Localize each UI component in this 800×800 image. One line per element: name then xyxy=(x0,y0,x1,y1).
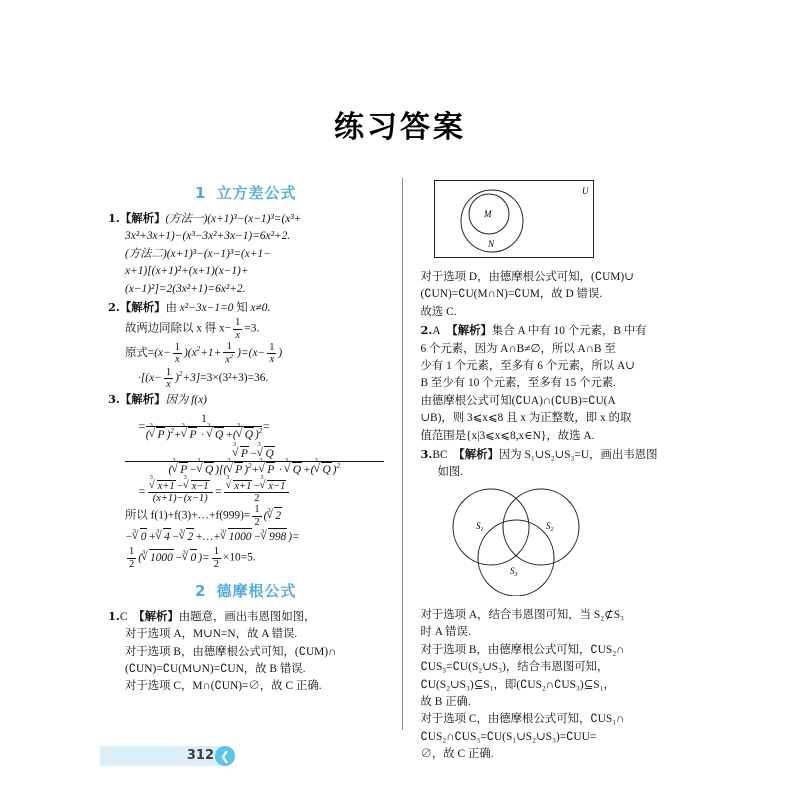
q3-final-text: ×10=5. xyxy=(222,551,256,564)
analysis-tag: 【解析】 xyxy=(119,394,166,407)
section-heading-1 xyxy=(108,182,384,203)
section-heading-2 xyxy=(108,580,384,601)
item-index: 3. xyxy=(420,447,433,462)
analysis-tag: 【解析】 xyxy=(119,302,166,315)
s2q3-line7: ∁U(S₂∪S₃)⊆S₁，即(∁US₂∩∁US₃)⊆S₁， xyxy=(420,678,615,691)
column-divider xyxy=(402,178,403,730)
answer-item-2-2 xyxy=(420,322,696,445)
s2q2-line3: 少有 1 个元素，至多有 6 个元素，所以 A∪ xyxy=(420,360,635,373)
q2-line3 xyxy=(108,341,384,366)
big-fraction-3: √ 3 x+1 − √ 3 x−1 (x+1)−(x−1) xyxy=(148,480,213,505)
s2q1-line3: 对于选项 B，由德摩根公式可知，(∁UM)∩ xyxy=(125,645,337,658)
q2-line2 xyxy=(108,317,384,341)
venn3-label-s1: $S_1$ xyxy=(476,520,484,533)
answer-item-2-1 xyxy=(108,608,384,696)
item-answer: A xyxy=(432,325,441,338)
s2q3-line9: 对于选项 C，由德摩根公式可知，∁US₁∩ xyxy=(420,713,625,726)
s2q2-line6: ∪B)，则 3⩽x⩽8 且 x 为正整数，即 x 的取 xyxy=(420,412,632,425)
half-fraction-a: $\frac{1}{2}$ xyxy=(254,504,260,528)
chevron-left-icon[interactable]: ❮ xyxy=(215,746,235,766)
page-title: 练习答案 xyxy=(334,110,466,145)
item-index: 1. xyxy=(108,608,120,623)
analysis-tag: 【解析】 xyxy=(119,213,166,225)
s2q1-line4: (∁UN)=∁U(M∪N)=∁UN，故 B 错误. xyxy=(125,663,306,676)
analysis-tag: 【解析】 xyxy=(453,449,499,462)
left-column xyxy=(108,178,394,730)
page-number: 312 xyxy=(186,748,214,763)
s2q3-line10: ∁US₂∩∁US₃=∁U(S₁∪S₂∪S₃)=∁UU= xyxy=(420,730,597,743)
venn-diagram-three-circles xyxy=(434,486,696,601)
fraction-one-over-x: $\frac{1}{x}$ xyxy=(235,317,241,341)
q1-line3: (方法二)(x+1)³−(x−1)³=(x+1− xyxy=(125,247,271,260)
big-fraction-4: √ 3 x+1 − √ 3 x−1 2 xyxy=(224,480,289,505)
item-answer: C xyxy=(119,610,128,623)
q3-frac-2 xyxy=(108,441,384,478)
s2q1-line7: (∁UN)=∁U(M∩N)=∁UM，故 D 错误. xyxy=(420,288,603,301)
section-title: 德摩根公式 xyxy=(216,581,297,600)
s2q2-line4: B 至少有 10 个元素，至多有 15 个元素. xyxy=(420,377,617,390)
q2-expr-a: (x− $\frac{1}{x}$ )($x^2+1+$ $\frac{1}{x^2}$ )=(x− $\frac{1}{x}$ ) xyxy=(154,341,283,366)
s2q1-line6: 对于选项 D，由德摩根公式可知，(∁UM)∪ xyxy=(420,271,634,283)
answer-item-2-3-cont xyxy=(420,607,696,764)
s2q3-line1: 因为 S₁∪S₂∪S₃=U，画出韦恩图 xyxy=(498,449,658,462)
item-index: 2. xyxy=(420,323,433,338)
q2-line2-pre: 故两边同除以 x 得 x− xyxy=(125,322,232,335)
s2q1-line5: 对于选项 C，M∩(∁UN)=∅，故 C 正确. xyxy=(125,680,322,693)
venn2-universe-label: U xyxy=(582,186,589,196)
s2q1-line8: 故选 C. xyxy=(420,305,457,318)
big-fraction-2: √ 3 P − √ 3 Q ( √ 3 P − √ 3 Q )[( √ 3 P )$^2$+ √ 3 P · √ 3 Q +( √ 3 Q )$^2$ xyxy=(125,446,384,478)
s2q3-line8: 故 B 正确. xyxy=(420,695,471,708)
section-number: 2 xyxy=(195,581,207,600)
big-fraction-1: 1 ( √ 3 P )$^2$+ √ 3 P · √ 3 Q +( √ 3 Q )$^2$ xyxy=(146,412,263,443)
q2-line1-math: x²−3x−1=0 xyxy=(179,302,234,315)
s2q1-line1: 由题意，画出韦恩图如图， xyxy=(178,610,316,623)
s2q2-line7: 值范围是{x|3⩽x⩽8,x∈N}，故选 A. xyxy=(420,429,595,442)
q3-sum-line-2: − √ 3 0 + √ 3 4 − √ 3 2 +…+ √ 3 1000 − √ 3 998 )= xyxy=(108,528,384,546)
q2-line4 xyxy=(108,366,384,390)
q3-frac-3: = √ 3 x+1 − √ 3 x−1 (x+1)−(x−1) = √ 3 x+1 − √ 3 x−1 2 xyxy=(108,480,384,505)
q3-line1: 因为 f(x) xyxy=(165,394,207,407)
venn3-label-s3: $S_3$ xyxy=(510,565,518,578)
venn-diagram-two-nested-circles xyxy=(434,180,696,263)
item-answer: BC xyxy=(432,449,448,462)
q1-line1: (方法一)(x+1)³−(x−1)³=(x³+ xyxy=(165,213,302,225)
s2q3-line4: 时 A 错误. xyxy=(420,626,471,639)
venn3-label-s2: $S_2$ xyxy=(546,520,554,533)
item-index: 3. xyxy=(108,392,120,407)
q1-line4: x+1)[(x+1)²+(x+1)(x−1)+ xyxy=(125,265,249,278)
q3-sum-text: 所以 f(1)+f(3)+…+f(999)= xyxy=(125,509,251,522)
answer-item-1-3 xyxy=(108,391,384,570)
item-index: 1. xyxy=(108,211,120,225)
half-fraction-c: $\frac{1}{2}$ xyxy=(213,546,219,570)
q3-sum-line: 所以 f(1)+f(3)+…+f(999)= $\frac{1}{2}$ ( √ 3 2 xyxy=(108,504,384,528)
right-column xyxy=(410,178,696,761)
s2q3-line5: 对于选项 B，由德摩根公式可知，∁US₂∩ xyxy=(420,643,625,656)
s2q1-line2: 对于选项 A，M∪N=N，故 A 错误. xyxy=(125,628,298,641)
analysis-tag: 【解析】 xyxy=(133,610,179,623)
s2q2-line1: 集合 A 中有 10 个元素，B 中有 xyxy=(491,325,647,338)
s2q3-line2: 如图. xyxy=(437,466,464,479)
answer-item-1-1 xyxy=(108,210,384,298)
answer-item-1-2 xyxy=(108,299,384,390)
q2-line3-post: =3×(3²+3)=36. xyxy=(200,371,269,384)
answer-item-2-3 xyxy=(420,446,696,482)
analysis-tag: 【解析】 xyxy=(446,325,492,338)
s2q3-line6: ∁US₃=∁U(S₂∪S₃)，结合韦恩图可知， xyxy=(420,661,609,674)
section-number: 1 xyxy=(195,184,207,202)
q2-line1-post: x≠0. xyxy=(250,302,271,315)
q3-final-line: $\frac{1}{2}$ ( √ 3 1000 − √ 3 0 )= $\frac{1}{2}$ ×10=5. xyxy=(108,546,384,570)
item-index: 2. xyxy=(108,300,120,315)
answer-item-2-1-cont xyxy=(420,269,696,321)
q3-frac-1: = 1 ( √ 3 P )$^2$+ √ 3 P · √ 3 Q +( √ 3 Q )$^2$ = xyxy=(108,410,384,445)
venn2-outer-label: N xyxy=(488,239,495,249)
q2-line3-pre: 原式= xyxy=(125,347,155,360)
q1-line2: 3x²+3x+1)−(x³−3x²+3x−1)=6x²+2. xyxy=(125,230,291,243)
venn3-svg xyxy=(434,486,594,596)
q2-line1-mid: 知 xyxy=(233,302,251,315)
q1-line5: (x−1)²]=2(3x²+1)=6x²+2. xyxy=(125,282,246,295)
s2q2-line2: 6 个元素，因为 A∩B≠∅，所以 A∩B 至 xyxy=(420,342,616,355)
venn2-svg xyxy=(434,180,594,258)
q2-line1-pre: 由 xyxy=(165,302,180,315)
s2q3-line11: ∅，故 C 正确. xyxy=(420,748,494,761)
s2q3-line3: 对于选项 A，结合韦恩图可知，当 S₂⊄S₃ xyxy=(420,608,625,621)
half-fraction-b: $\frac{1}{2}$ xyxy=(129,546,135,570)
venn2-inner-label: M xyxy=(484,209,492,219)
q2-line2-post: =3. xyxy=(244,322,260,335)
q2-expr-b: ·[(x− $\frac{1}{x}$ )$^2$+3] xyxy=(138,366,201,390)
section-title: 立方差公式 xyxy=(216,184,297,202)
s2q2-line5: 由德摩根公式可知(∁UA)∩(∁UB)=∁U(A xyxy=(420,394,616,407)
